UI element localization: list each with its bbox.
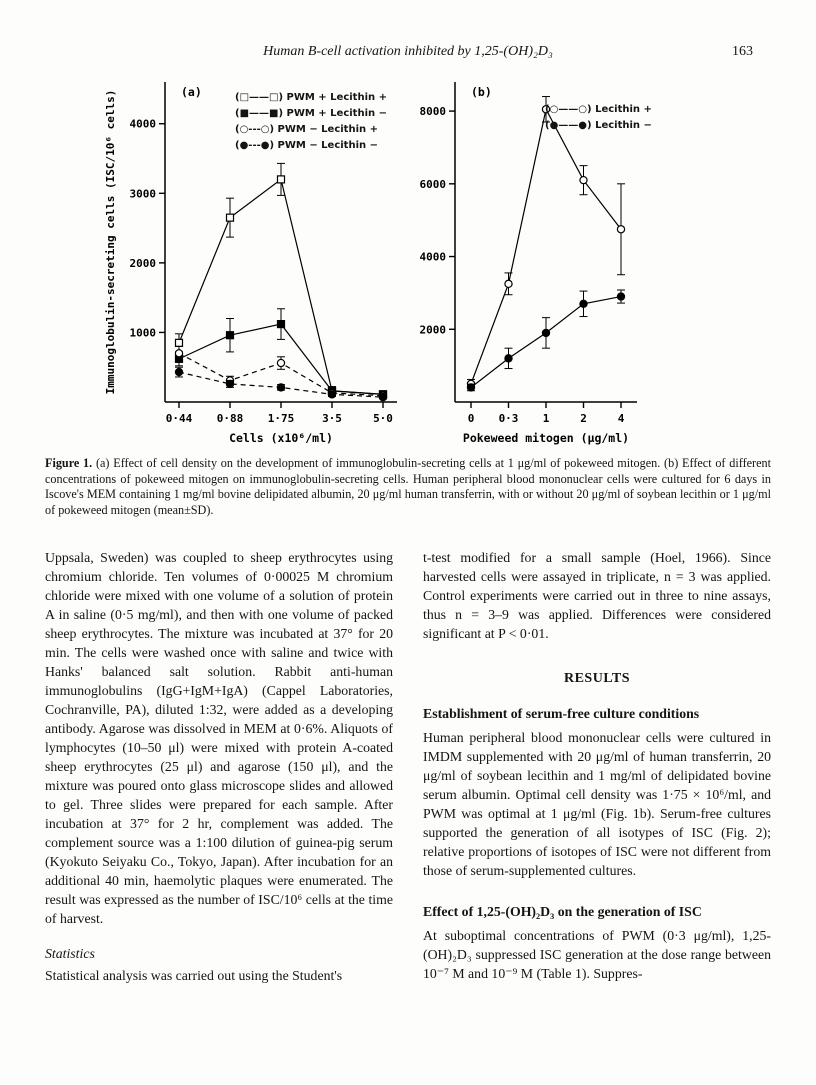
serum-free-subheading: Establishment of serum-free culture conditions [423,706,700,722]
vitd-effect-paragraph: At suboptimal concentrations of PWM (0·3 μg/ml), 1,25-(OH)₂D₃ suppressed ISC generation at the dose range between 10⁻⁷ M and 10⁻⁹ M (Table 1). Suppres- [423,928,771,982]
figure-caption-label: Figure 1. [45,456,93,470]
svg-text:4: 4 [617,412,625,425]
svg-text:6000: 6000 [419,177,446,191]
svg-text:1: 1 [542,412,550,425]
running-title: Human B-cell activation inhibited by 1,25-(OH)₂D₃ [263,44,553,59]
figure-caption [45,456,771,518]
svg-text:4000: 4000 [129,117,156,131]
svg-text:2000: 2000 [129,256,156,270]
svg-text:2: 2 [580,412,587,425]
body-columns [45,548,771,985]
right-column [423,548,771,985]
svg-text:4000: 4000 [419,250,446,264]
svg-text:0·88: 0·88 [216,412,244,425]
page-number: 163 [732,44,753,59]
svg-text:8000: 8000 [419,105,446,119]
svg-text:1·75: 1·75 [267,412,295,425]
methods-paragraph: Uppsala, Sweden) was coupled to sheep erythrocytes using chromium chloride. Ten volumes of 0·00025 M chromium chloride were mixed with one volume of a solution of protein A in saline (0·5 mg/ml), and then with one volume of packed sheep erythrocytes. The mixture was incubated at 37° for 20 min. The cells were washed once with saline and twice with Hanks' balanced salt solution. Rabbit anti-human immunoglobulins (IgG+IgM+IgA) (Cappel Laboratories, Cochranville, PA), diluted 1:32, were added as a developing antibody. Agarose was dissolved in MEM at 0·6%. Aliquots of lymphocytes (10–50 μl) were mixed with protein A-coated sheep erythrocytes (25 μl) and agarose (150 μl), and the mixture was poured onto glass microscope slides and allowed to gel. Three slides were prepared for each sample. After incubation at 37° for 2 hr, complement was added. The complement source was a 1:100 dilution of guinea-pig serum (Kyokuto Seiyaku Co., Tokyo, Japan). After incubation for an additional 40 min, haemolytic plaques were enumerated. The result was expressed as the number of ISC/10⁶ cells at the time of harvest. [45,550,393,927]
legend-item: (○---○) PWM − Lecithin + [235,124,378,135]
legend-item: (●---●) PWM − Lecithin − [235,140,378,151]
statistics-paragraph: Statistical analysis was carried out using the Student's [45,968,343,984]
serum-free-paragraph: Human peripheral blood mononuclear cells were cultured in IMDM supplemented with 20 μg/ml of human transferrin, 20 μg/ml of soybean lecithin and 1 mg/ml of delipidated bovine serum albumin. Optimal cell density was 1·75 × 10⁶/ml, and PWM was optimal at 1 μg/ml (Fig. 1b). Serum-free cultures supported the generation of all isotypes of ISC (Fig. 2); relative proportions of isotopes of ISC were not different from those of serum-supplemented cultures. [423,730,771,879]
statistics-heading: Statistics [45,946,95,962]
svg-text:5·0: 5·0 [373,412,393,425]
svg-text:(b): (b) [471,85,492,99]
vitd-effect-subheading: Effect of 1,25-(OH)₂D₃ on the generation of ISC [423,904,702,920]
legend-item: (●——●) Lecithin − [545,120,652,131]
svg-text:Pokeweed mitogen (μg/ml): Pokeweed mitogen (μg/ml) [462,431,630,445]
svg-text:3·5: 3·5 [322,412,342,425]
legend-item: (□——□) PWM + Lecithin + [235,92,387,103]
svg-text:0·44: 0·44 [165,412,193,425]
svg-text:2000: 2000 [419,323,446,337]
running-head [45,44,771,64]
left-column [45,548,393,985]
chart-b-legend [545,102,652,134]
svg-text:0·3: 0·3 [498,412,519,425]
figure-1 [45,74,771,452]
svg-text:1000: 1000 [129,326,156,340]
results-heading: RESULTS [563,671,631,687]
svg-text:Cells (x10⁶/ml): Cells (x10⁶/ml) [229,431,333,445]
svg-text:(a): (a) [181,85,202,99]
legend-item: (■——■) PWM + Lecithin − [235,108,387,119]
ttest-paragraph: t-test modified for a small sample (Hoel, 1966). Since harvested cells were assayed in triplicate, n = 3 was applied. Control experiments were carried out in three to nine assays, thus n = 3–9 was applied. Differences were considered significant at P < 0·01. [423,550,771,642]
svg-text:3000: 3000 [129,187,156,201]
svg-text:Immunoglobulin-secreting cells: Immunoglobulin-secreting cells (ISC/10⁶ cells) [104,89,117,395]
figure-caption-text: (a) Effect of cell density on the development of immunoglobulin-secreting cells at 1 μg/ml of pokeweed mitogen. (b) Effect of different concentrations of pokeweed mitogen on immunoglobulin-secreting cells. Human peripheral blood mononuclear cells were cultured for 6 days in Iscove's MEM containing 1 mg/ml bovine delipidated albumin, 20 μg/ml human transferrin, with or without 20 μg/ml of soybean lecithin or 1 μg/ml of pokeweed mitogen (mean±SD). [45,456,771,517]
legend-item: (○——○) Lecithin + [545,104,652,115]
chart-a-legend [235,90,387,154]
svg-text:0: 0 [467,412,475,425]
